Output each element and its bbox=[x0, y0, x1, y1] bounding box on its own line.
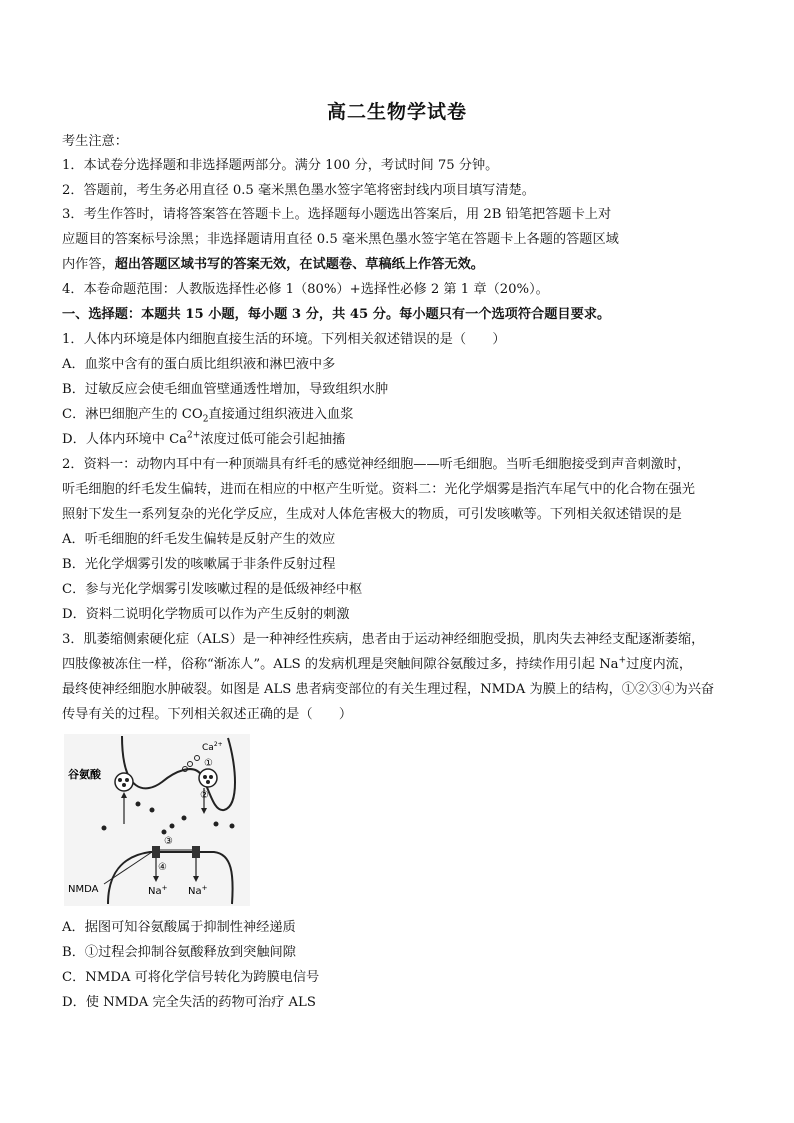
q1-option-d-text-end: 浓度过低可能会引起抽搐 bbox=[200, 432, 346, 447]
q3-stem-line-1: 3．肌萎缩侧索硬化症（ALS）是一种神经性疾病，患者由于运动神经细胞受损，肌肉失去神经支配逐渐萎缩， bbox=[62, 632, 705, 647]
nmda-receptor bbox=[192, 846, 200, 858]
q2-stem-line-2: 听毛细胞的纤毛发生偏转，进而在相应的中枢产生听觉。资料二：光化学烟雾是指汽车尾气中的化合物在强光 bbox=[62, 482, 695, 497]
vesicle bbox=[199, 769, 217, 787]
section-header: 一、选择题：本题共 15 小题，每小题 3 分，共 45 分。每小题只有一个选项符合题目要求。 bbox=[62, 307, 611, 322]
q2-option-d: D．资料二说明化学物质可以作为产生反射的刺激 bbox=[62, 607, 350, 622]
notice-bold-warning: 超出答题区域书写的答案无效，在试题卷、草稿纸上作答无效。 bbox=[114, 257, 484, 272]
glutamate-dot bbox=[203, 775, 207, 779]
q3-option-c: C．NMDA 可将化学信号转化为跨膜电信号 bbox=[62, 970, 320, 985]
q3-option-b: B．①过程会抑制谷氨酸释放到突触间隙 bbox=[62, 945, 296, 960]
notice-item-1: 1．本试卷分选择题和非选择题两部分。满分 100 分，考试时间 75 分钟。 bbox=[62, 158, 499, 173]
label-step-2: ② bbox=[200, 790, 209, 801]
label-ca: $Ca^{2+}$ bbox=[202, 741, 223, 753]
glutamate-dot bbox=[122, 783, 126, 787]
q3-option-d: D．使 NMDA 完全失活的药物可治疗 ALS bbox=[62, 995, 316, 1010]
q3-stem-line-4: 传导有关的过程。下列相关叙述正确的是（ ） bbox=[62, 707, 353, 722]
glutamate-dot bbox=[125, 778, 129, 782]
notice-text: 内作答， bbox=[62, 257, 115, 272]
q3-stem-line-3: 最终使神经细胞水肿破裂。如图是 ALS 患者病变部位的有关生理过程，NMDA 为膜上的结构，①②③④为兴奋 bbox=[62, 682, 715, 697]
q1-option-b: B．过敏反应会使毛细血管壁通透性增加，导致组织水肿 bbox=[62, 382, 389, 397]
notice-header: 考生注意： bbox=[62, 134, 128, 149]
q2-option-c: C．参与光化学烟雾引发咳嗽过程的是低级神经中枢 bbox=[62, 582, 363, 597]
q1-option-c bbox=[62, 406, 353, 424]
q2-stem-line-1: 2．资料一：动物内耳中有一种顶端具有纤毛的感觉神经细胞——听毛细胞。当听毛细胞接受到声音刺激时， bbox=[62, 457, 691, 472]
glutamate-dot bbox=[170, 824, 175, 829]
glutamate-dot bbox=[214, 822, 219, 827]
label-step-1: ① bbox=[204, 758, 213, 769]
na-superscript: + bbox=[618, 655, 627, 666]
notice-item-3-line-2: 应题目的答案标号涂黑；非选择题请用直径 0.5 毫米黑色墨水签字笔在答题卡上各题的答题区域 bbox=[62, 232, 619, 247]
glutamate-dot bbox=[206, 780, 210, 784]
figure-background bbox=[64, 734, 250, 906]
notice-item-3-line-3 bbox=[62, 256, 484, 274]
glutamate-dot bbox=[102, 826, 107, 831]
label-nmda: NMDA bbox=[68, 884, 99, 895]
page-title: 高二生物学试卷 bbox=[326, 101, 467, 123]
vesicle bbox=[115, 773, 133, 791]
q1-option-c-text: C．淋巴细胞产生的 CO bbox=[62, 407, 203, 422]
notice-item-3-line-1: 3．考生作答时，请将答案答在答题卡上。选择题每小题选出答案后，用 2B 铅笔把答题卡上对 bbox=[62, 207, 612, 222]
label-step-4: ④ bbox=[158, 862, 167, 873]
label-step-3: ③ bbox=[164, 836, 173, 847]
q3-stem-line-2-end: 过度内流， bbox=[626, 657, 693, 672]
ca-superscript: 2+ bbox=[187, 430, 201, 441]
q3-stem-line-2 bbox=[62, 656, 692, 674]
glutamate-dot bbox=[136, 802, 141, 807]
glutamate-dot bbox=[209, 775, 213, 779]
glutamate-dot bbox=[162, 830, 167, 835]
q1-option-d bbox=[62, 431, 345, 449]
label-glutamate: 谷氨酸 bbox=[68, 768, 101, 781]
q2-option-b: B．光化学烟雾引发的咳嗽属于非条件反射过程 bbox=[62, 557, 336, 572]
q1-option-d-text: D．人体内环境中 Ca bbox=[62, 432, 188, 447]
glutamate-dot bbox=[182, 816, 187, 821]
glutamate-dot bbox=[230, 824, 235, 829]
label-na-1: Na+ bbox=[148, 884, 168, 897]
q3-stem-line-2-text: 四肢像被冻住一样，俗称“渐冻人”。ALS 的发病机理是突触间隙谷氨酸过多，持续作用引起 Na bbox=[62, 657, 619, 672]
notice-item-2: 2．答题前，考生务必用直径 0.5 毫米黑色墨水签字笔将密封线内项目填写清楚。 bbox=[62, 183, 535, 198]
q1-option-a: A．血浆中含有的蛋白质比组织液和淋巴液中多 bbox=[62, 357, 336, 372]
q2-stem-line-3: 照射下发生一系列复杂的光化学反应，生成对人体危害极大的物质，可引发咳嗽等。下列相关叙述错误的是 bbox=[62, 507, 682, 522]
label-na-2: Na+ bbox=[188, 884, 208, 897]
q1-stem: 1．人体内环境是体内细胞直接生活的环境。下列相关叙述错误的是（ ） bbox=[62, 332, 506, 347]
synapse-diagram bbox=[64, 734, 250, 906]
q3-option-a: A．据图可知谷氨酸属于抑制性神经递质 bbox=[62, 920, 296, 935]
glutamate-dot bbox=[118, 778, 122, 782]
synapse-diagram-svg bbox=[64, 734, 250, 906]
nmda-receptor bbox=[152, 846, 160, 858]
glutamate-dot bbox=[150, 808, 155, 813]
notice-item-4: 4．本卷命题范围：人教版选择性必修 1（80%）+选择性必修 2 第 1 章（20%）。 bbox=[62, 282, 549, 297]
q2-option-a: A．听毛细胞的纤毛发生偏转是反射产生的效应 bbox=[62, 532, 336, 547]
q1-option-c-text-end: 直接通过组织液进入血浆 bbox=[208, 407, 354, 422]
co2-subscript: 2 bbox=[202, 414, 209, 425]
